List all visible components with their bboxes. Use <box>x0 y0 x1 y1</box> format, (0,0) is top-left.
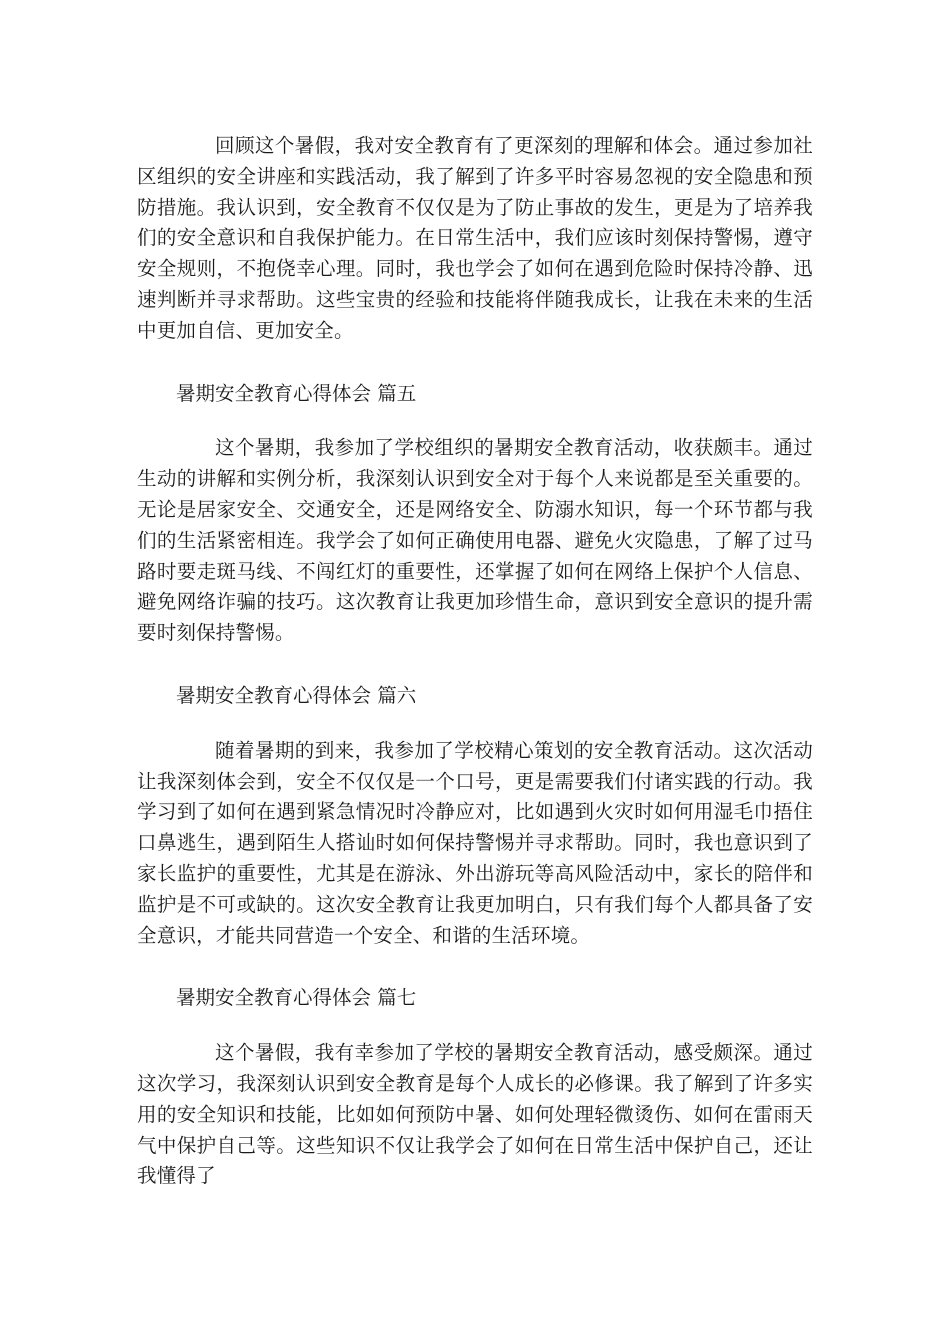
spacer <box>137 712 813 736</box>
spacer <box>137 951 813 983</box>
spacer <box>137 347 813 379</box>
paragraph-part-6: 随着暑期的到来，我参加了学校精心策划的安全教育活动。这次活动让我深刻体会到，安全不仅仅是一个口号，更是需要我们付诸实践的行动。我学习到了如何在遇到紧急情况时冷静应对，比如遇到火灾时如何用湿毛巾捂住口鼻逃生，遇到陌生人搭讪时如何保持警惕并寻求帮助。同时，我也意识到了家长监护的重要性，尤其是在游泳、外出游玩等高风险活动中，家长的陪伴和监护是不可或缺的。这次安全教育让我更加明白，只有我们每个人都具备了安全意识，才能共同营造一个安全、和谐的生活环境。 <box>137 738 813 947</box>
spacer <box>137 409 813 433</box>
paragraph-part-5: 这个暑期，我参加了学校组织的暑期安全教育活动，收获颇丰。通过生动的讲解和实例分析，我深刻认识到安全对于每个人来说都是至关重要的。无论是居家安全、交通安全，还是网络安全、防溺水知识，每一个环节都与我们的生活紧密相连。我学会了如何正确使用电器、避免火灾隐患，了解了过马路时要走斑马线、不闯红灯的重要性，还掌握了如何在网络上保护个人信息、避免网络诈骗的技巧。这次教育让我更加珍惜生命，意识到安全意识的提升需要时刻保持警惕。 <box>137 436 813 645</box>
paragraph-review-summer: 回顾这个暑假，我对安全教育有了更深刻的理解和体会。通过参加社区组织的安全讲座和实践活动，我了解到了许多平时容易忽视的安全隐患和预防措施。我认识到，安全教育不仅仅是为了防止事故的发生，更是为了培养我们的安全意识和自我保护能力。在日常生活中，我们应该时刻保持警惕，遵守安全规则，不抱侥幸心理。同时，我也学会了如何在遇到危险时保持冷静、迅速判断并寻求帮助。这些宝贵的经验和技能将伴随我成长，让我在未来的生活中更加自信、更加安全。 <box>137 134 813 342</box>
section-heading-part-5: 暑期安全教育心得体会 篇五 <box>176 381 417 405</box>
spacer <box>137 649 813 681</box>
section-heading-part-7: 暑期安全教育心得体会 篇七 <box>176 986 417 1010</box>
paragraph-part-7: 这个暑假，我有幸参加了学校的暑期安全教育活动，感受颇深。通过这次学习，我深刻认识到安全教育是每个人成长的必修课。我了解到了许多实用的安全知识和技能，比如如何预防中暑、如何处理轻微烫伤、如何在雷雨天气中保护自己等。这些知识不仅让我学会了如何在日常生活中保护自己，还让我懂得了 <box>137 1041 813 1188</box>
document-body <box>137 131 813 1192</box>
section-heading-part-6: 暑期安全教育心得体会 篇六 <box>176 683 417 707</box>
spacer <box>137 1014 813 1038</box>
